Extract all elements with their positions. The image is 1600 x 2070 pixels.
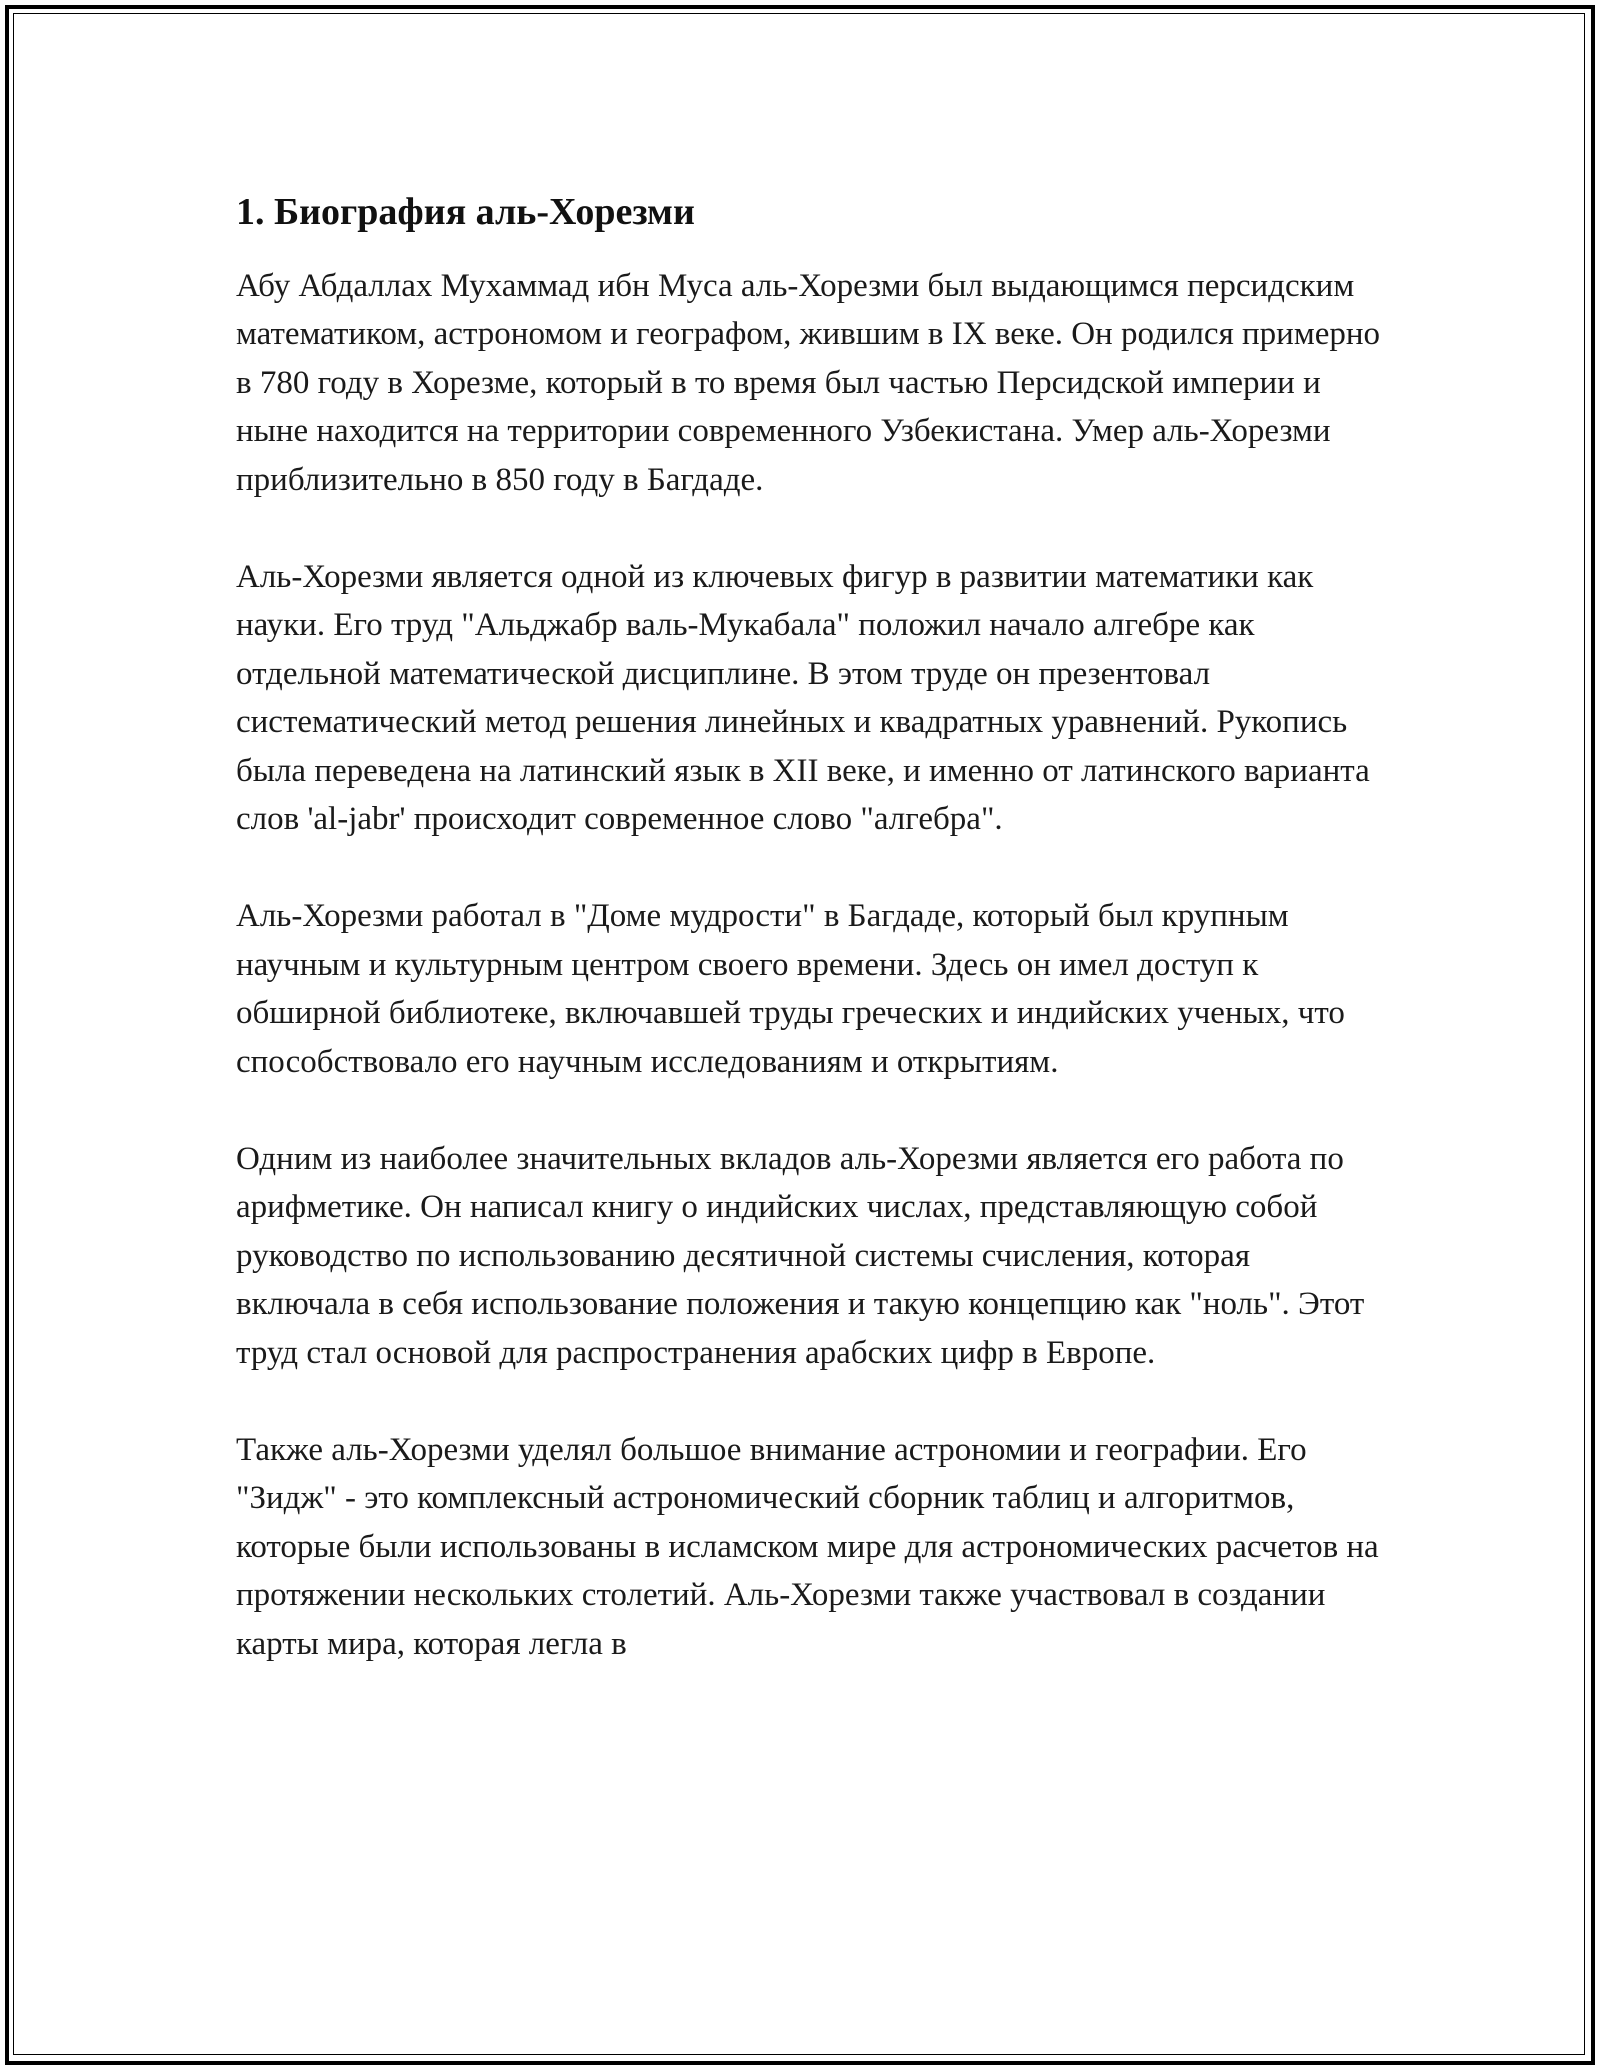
paragraph-algebra: Аль-Хорезми является одной из ключевых фигур в развитии математики как науки. Его труд "Альджабр валь-Мукабала" положил начало алгебре как отдельной математической дисциплине. В этом труде он презентовал систематический метод решения линейных и квадратных уравнений. Рукопись была переведена на латинский язык в XII веке, и именно от латинского варианта слов 'al-jabr' происходит современное слово "алгебра".	[236, 558, 1370, 838]
paragraph-birth: Абу Абдаллах Мухаммад ибн Муса аль-Хорезми был выдающимся персидским математиком, астрономом и географом, жившим в IX веке. Он родился примерно в 780 году в Хорезме, который в то время был частью Персидской империи и ныне находится на территории современного Узбекистана. Умер аль-Хорезми приблизительно в 850 году в Багдаде.	[236, 267, 1381, 498]
paragraph-house-of-wisdom: Аль-Хорезми работал в "Доме мудрости" в Багдаде, который был крупным научным и культурным центром своего времени. Здесь он имел доступ к обширной библиотеке, включавшей труды греческих и индийских ученых, что способствовало его научным исследованиям и открытиям.	[236, 898, 1345, 1080]
document-body	[236, 180, 1386, 1717]
paragraph-astronomy: Также аль-Хорезми уделял большое внимание астрономии и географии. Его "Зидж" - это комплексный астрономический сборник таблиц и алгоритмов, которые были использованы в исламском мире для астрономических расчетов на протяжении нескольких столетий. Аль-Хорезми также участвовал в создании карты мира, которая легла в	[236, 1431, 1379, 1662]
section-heading: 1. Биография аль-Хорезми	[236, 191, 695, 233]
paragraph-arithmetic: Одним из наиболее значительных вкладов аль-Хорезми является его работа по арифметике. Он написал книгу о индийских числах, представляющую собой руководство по использованию десятичной системы счисления, которая включала в себя использование положения и такую концепцию как "ноль". Этот труд стал основой для распространения арабских цифр в Европе.	[236, 1140, 1365, 1371]
